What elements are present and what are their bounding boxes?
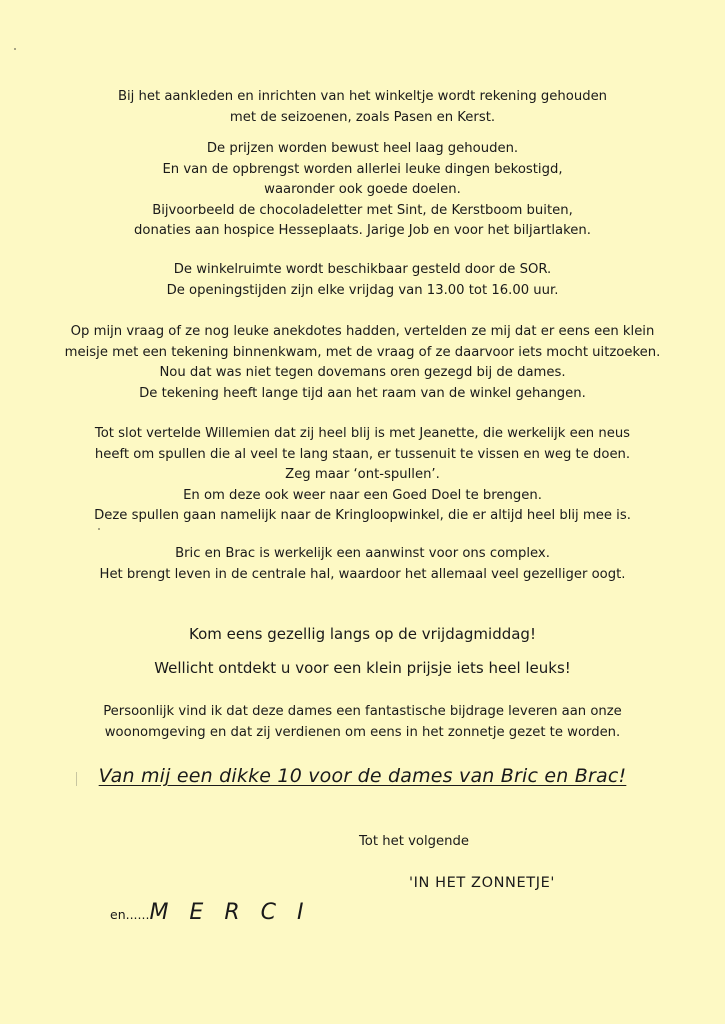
- paragraph-persoonlijk: [40, 702, 685, 743]
- section-name: 'IN HET ZONNETJE': [409, 875, 555, 891]
- text-line: Bijvoorbeeld de chocoladeletter met Sint, de Kerstboom buiten,: [152, 202, 573, 218]
- text-line: Tot slot vertelde Willemien dat zij heel blij is met Jeanette, die werkelijk een neus: [94, 426, 631, 441]
- paragraph-anekdote: [40, 322, 685, 404]
- merci-signoff: [110, 900, 310, 925]
- text-line: De tekening heeft lange tijd aan het raam van de winkel gehangen.: [139, 385, 586, 401]
- text-line: De winkelruimte wordt beschikbaar gesteld door de SOR.: [173, 262, 552, 277]
- text-line: Nou dat was niet tegen dovemans oren gezegd bij de dames.: [159, 365, 566, 380]
- text-line: Bric en Brac is werkelijk een aanwinst voor ons complex.: [175, 546, 550, 561]
- text-line: De openingstijden zijn elke vrijdag van 13.00 tot 16.00 uur.: [166, 282, 559, 298]
- closing-text: Tot het volgende: [359, 834, 469, 849]
- text-line: En om deze ook weer naar een Goed Doel te brengen.: [183, 487, 542, 503]
- text-line: Zeg maar ‘ont-spullen’.: [285, 467, 440, 482]
- headline: Van mij een dikke 10 voor de dames van Bric en Brac!: [98, 765, 627, 787]
- text-line: meisje met een tekening binnenkwam, met de vraag of ze daarvoor iets mocht uitzoeken.: [64, 344, 661, 360]
- text-line: Op mijn vraag of ze nog leuke anekdotes hadden, vertelden ze mij dat er eens een klein: [70, 324, 655, 339]
- tip-text: Wellicht ontdekt u voor een klein prijsje iets heel leuks!: [154, 659, 571, 677]
- text-line: De prijzen worden bewust heel laag gehouden.: [206, 141, 519, 156]
- text-line: Persoonlijk vind ik dat deze dames een fantastische bijdrage leveren aan onze: [103, 704, 622, 719]
- invite-text: Kom eens gezellig langs op de vrijdagmiddag!: [189, 625, 536, 643]
- text-line: donaties aan hospice Hesseplaats. Jarige Job en voor het biljartlaken.: [134, 223, 591, 238]
- scan-speck: [98, 528, 100, 530]
- merci-word: M E R C I: [149, 900, 311, 925]
- text-line: met de seizoenen, zoals Pasen en Kerst.: [229, 109, 496, 125]
- text-line: heeft om spullen die al veel te lang staan, er tussenuit te vissen en weg te doen.: [94, 446, 631, 462]
- text-line: Het brengt leven in de centrale hal, waardoor het allemaal veel gezelliger oogt.: [99, 566, 626, 582]
- text-line: woonomgeving en dat zij verdienen om eens in het zonnetje gezet te worden.: [104, 724, 621, 740]
- paragraph-ont-spullen: [40, 424, 685, 527]
- text-line: Bij het aankleden en inrichten van het winkeltje wordt rekening gehouden: [117, 89, 608, 104]
- text-line: waaronder ook goede doelen.: [264, 182, 461, 197]
- merci-prefix: en......: [110, 907, 150, 922]
- text-line: En van de opbrengst worden allerlei leuke dingen bekostigd,: [162, 161, 563, 177]
- paragraph-winkeltje: [40, 87, 685, 128]
- paragraph-aanwinst: [40, 544, 685, 585]
- scan-speck: [14, 48, 16, 50]
- paragraph-prijzen: [40, 139, 685, 242]
- text-line: Deze spullen gaan namelijk naar de Kringloopwinkel, die er altijd heel blij mee is.: [94, 508, 631, 523]
- paragraph-winkelruimte: [40, 260, 685, 301]
